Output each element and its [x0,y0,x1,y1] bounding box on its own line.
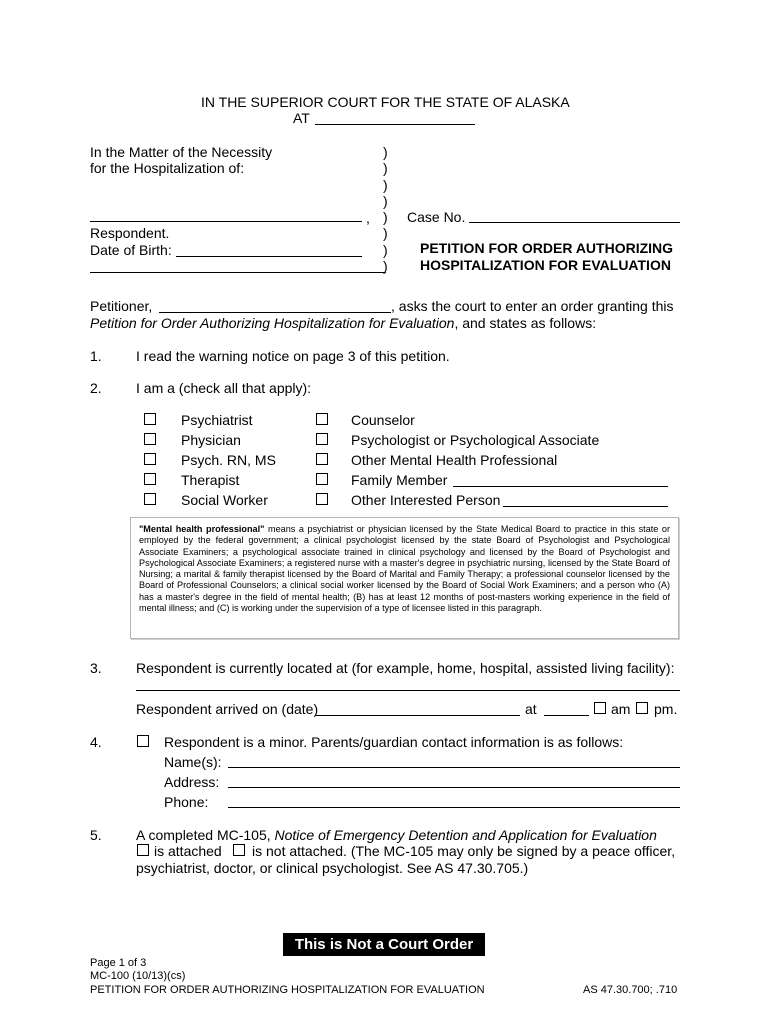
arrival-time-field[interactable] [544,715,589,716]
case-no-label: Case No. [407,209,466,225]
caption-paren: ) [383,258,388,274]
item-3-number: 3. [90,660,102,676]
footer-page: Page 1 of 3 [90,957,147,969]
dob-label: Date of Birth: [90,242,172,258]
definition-box [130,517,679,639]
role-label: Psychiatrist [181,412,253,428]
other-person-field[interactable] [503,506,668,507]
item-5-prefix: A completed MC-105, [136,827,275,843]
court-location-label: AT [293,110,310,126]
role-checkbox[interactable] [144,473,156,485]
not-attached-label: is not attached. (The MC-105 may only be signed by a peace officer, [252,843,676,859]
item-5-number: 5. [90,827,102,843]
role-label: Psych. RN, MS [181,452,276,468]
item-2-number: 2. [90,380,102,396]
item-5-line-3: psychiatrist, doctor, or clinical psychologist. See AS 47.30.705.) [136,860,529,876]
am-label: am [611,701,631,717]
minor-checkbox[interactable] [137,735,149,747]
role-label: Other Mental Health Professional [351,452,558,468]
guardian-address-field[interactable] [228,787,680,788]
arrival-date-field[interactable] [316,715,520,716]
arrived-label: Respondent arrived on (date) [136,701,319,717]
guardian-names-label: Name(s): [164,754,222,770]
role-checkbox[interactable] [316,433,328,445]
role-label: Psychologist or Psychological Associate [351,432,600,448]
guardian-phone-label: Phone: [164,794,209,810]
role-checkbox[interactable] [144,433,156,445]
footer-form-name: PETITION FOR ORDER AUTHORIZING HOSPITALIZATION FOR EVALUATION [90,984,485,996]
case-no-field[interactable] [469,222,680,223]
role-checkbox[interactable] [144,493,156,505]
caption-paren: ) [383,193,388,209]
dob-field[interactable] [176,256,362,257]
caption-bottom-line [90,272,386,273]
caption-paren: ) [383,209,388,225]
caption-paren: ) [383,177,388,193]
am-checkbox[interactable] [594,702,606,714]
guardian-phone-field[interactable] [228,807,680,808]
role-label: Counselor [351,412,415,428]
respondent-comma: , [366,210,370,226]
footer-statute: AS 47.30.700; .710 [583,984,678,996]
item-4-number: 4. [90,734,102,750]
role-label: Physician [181,432,241,448]
role-checkbox[interactable] [316,493,328,505]
item-2-text: I am a (check all that apply): [136,380,312,396]
not-court-order-badge: This is Not a Court Order [283,933,485,956]
item-5-notice-title: Notice of Emergency Detention and Application for Evaluation [274,827,657,843]
respondent-label: Respondent. [90,225,170,241]
location-field[interactable] [136,690,680,691]
attached-checkbox[interactable] [137,844,149,856]
matter-line-2: for the Hospitalization of: [90,160,245,176]
petitioner-name-field[interactable] [159,312,391,313]
item-4-text: Respondent is a minor. Parents/guardian contact information is as follows: [164,734,624,750]
guardian-address-label: Address: [164,774,220,790]
pm-checkbox[interactable] [636,702,648,714]
role-checkbox[interactable] [316,413,328,425]
pm-label: pm. [654,701,678,717]
role-checkbox[interactable] [144,453,156,465]
form-title-line-2: HOSPITALIZATION FOR EVALUATION [420,257,671,273]
role-checkbox[interactable] [316,473,328,485]
caption-paren: ) [383,144,388,160]
definition-term: "Mental health professional" [139,524,265,534]
matter-line-1: In the Matter of the Necessity [90,144,273,160]
respondent-name-field[interactable] [90,221,362,222]
role-label: Family Member [351,472,448,488]
caption-paren: ) [383,242,388,258]
role-checkbox[interactable] [316,453,328,465]
role-label: Other Interested Person [351,492,501,508]
court-title: IN THE SUPERIOR COURT FOR THE STATE OF ALASKA [201,94,570,110]
attached-label: is attached [154,843,222,859]
item-1-text: I read the warning notice on page 3 of this petition. [136,348,450,364]
petitioner-label: Petitioner, [90,298,153,314]
role-label: Therapist [181,472,240,488]
item-1-number: 1. [90,348,102,364]
footer-form-number: MC-100 (10/13)(cs) [90,970,186,982]
form-title-line-1: PETITION FOR ORDER AUTHORIZING [420,240,674,256]
role-label: Social Worker [181,492,268,508]
item-3-text: Respondent is currently located at (for example, home, hospital, assisted living facility): [136,660,675,676]
court-location-field[interactable] [315,124,475,125]
petition-title: Petition for Order Authorizing Hospitalization for Evaluation [90,315,455,331]
caption-paren: ) [383,160,388,176]
petition-states-text: , and states as follows: [454,315,597,331]
role-checkbox[interactable] [144,413,156,425]
guardian-names-field[interactable] [228,767,680,768]
arrival-at-label: at [525,701,537,717]
caption-paren: ) [383,225,388,241]
definition-text: means a psychiatrist or physician licensed by the State Medical Board to practice in this state or employed by the federal government; a clinical psychologist licensed by the state Board of Psychologist and Psychological Associate Examiners; a psychological associate trained in clinical psychology and licensed by the Board of Psychologist and Psychological Associate Examiners; a registered nurse with a master's degree in psychiatric nursing, licensed by the State Board of Nursing; a marital & family therapist licensed by the Board of Marital and Family Therapy; a professional counselor licensed by the Board of Professional Counselors; a clinical social worker licensed by the Board of Social Work Examiners; and a person who (A) has a master's degree in the field of mental health; (B) has at least 12 months of post-masters working experience in the field of mental illness; and (C) is working under the supervision of a type of licensee listed in this paragraph. [139,524,671,614]
family-member-field[interactable] [453,486,668,487]
not-attached-checkbox[interactable] [233,844,245,856]
petitioner-asks-text: , asks the court to enter an order granting this [391,298,674,314]
